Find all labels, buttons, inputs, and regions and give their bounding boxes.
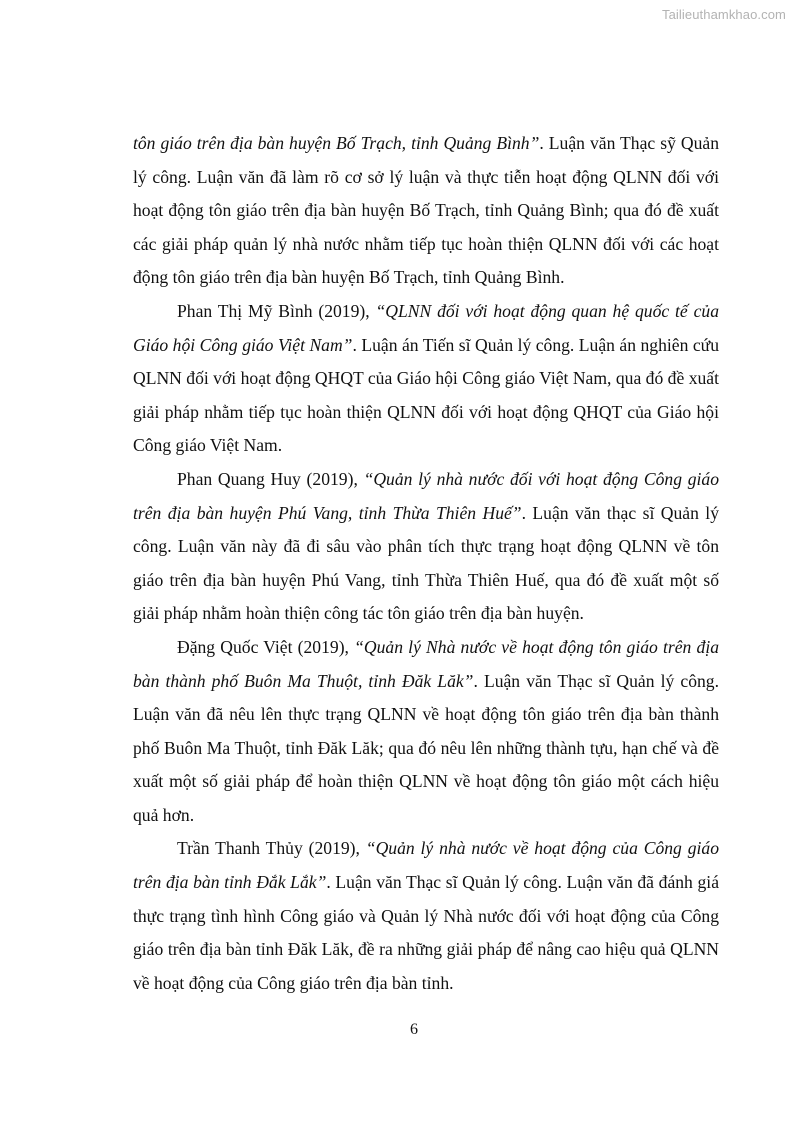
reference-paragraph [133, 463, 719, 631]
document-body [133, 127, 719, 1000]
reference-author: Phan Thị Mỹ Bình (2019), [177, 300, 376, 321]
watermark-text: Tailieuthamkhao.com [661, 7, 786, 22]
reference-description: . Luận văn Thạc sĩ Quản lý công. Luận văn đã nêu lên thực trạng QLNN về hoạt động tôn giáo trên địa bàn thành phố Buôn Ma Thuột, tỉnh Đăk Lăk; qua đó nêu lên những thành tựu, hạn chế và đề xuất một số giải pháp để hoàn thiện QLNN về hoạt động tôn giáo một cách hiệu quả hơn. [133, 670, 719, 825]
reference-title: “Quản lý nhà nước về hoạt động của Công giáo trên địa bàn tỉnh Đắk Lắk” [133, 838, 719, 893]
reference-paragraph [133, 832, 719, 1000]
reference-title: tôn giáo trên địa bàn huyện Bố Trạch, tỉnh Quảng Bình” [133, 133, 540, 153]
reference-author: Đặng Quốc Việt (2019), [177, 636, 355, 657]
paragraph-continuation [133, 127, 719, 295]
reference-description: . Luận văn Thạc sĩ Quản lý công. Luận văn đã đánh giá thực trạng tình hình Công giáo và Quản lý Nhà nước đối với hoạt động của Công giáo trên địa bàn tỉnh Đăk Lăk, đề ra những giải pháp để nâng cao hiệu quả QLNN về hoạt động của Công giáo trên địa bàn tỉnh. [133, 872, 720, 993]
reference-description: . Luận văn Thạc sỹ Quản lý công. Luận văn đã làm rõ cơ sở lý luận và thực tiễn hoạt động QLNN đối với hoạt động tôn giáo trên địa bàn huyện Bố Trạch, tỉnh Quảng Bình; qua đó đề xuất các giải pháp quản lý nhà nước nhằm tiếp tục hoàn thiện QLNN đối với các hoạt động tôn giáo trên địa bàn huyện Bố Trạch, tỉnh Quảng Bình. [133, 133, 719, 288]
reference-title: “QLNN đối với hoạt động quan hệ quốc tế của Giáo hội Công giáo Việt Nam” [133, 300, 719, 355]
reference-author: Phan Quang Huy (2019), [177, 468, 364, 489]
reference-title: “Quản lý nhà nước đối với hoạt động Công giáo trên địa bàn huyện Phú Vang, tỉnh Thừa Thiên Huế” [133, 468, 719, 523]
reference-paragraph [133, 631, 719, 833]
page-number: 6 [410, 1021, 418, 1038]
reference-description: . Luận văn thạc sĩ Quản lý công. Luận văn này đã đi sâu vào phân tích thực trạng hoạt động QLNN về tôn giáo trên địa bàn huyện Phú Vang, tỉnh Thừa Thiên Huế, qua đó đề xuất một số giải pháp nhằm hoàn thiện công tác tôn giáo trên địa bàn huyện. [133, 502, 719, 624]
reference-paragraph [133, 295, 719, 463]
reference-description: . Luận án Tiến sĩ Quản lý công. Luận án nghiên cứu QLNN đối với hoạt động QHQT của Giáo hội Công giáo Việt Nam, qua đó đề xuất giải pháp nhằm tiếp tục hoàn thiện QLNN đối với hoạt động QHQT của Giáo hội Công giáo Việt Nam. [133, 334, 719, 456]
reference-author: Trần Thanh Thủy (2019), [177, 838, 366, 859]
reference-title: “Quản lý Nhà nước về hoạt động tôn giáo trên địa bàn thành phố Buôn Ma Thuột, tỉnh Đăk Lăk” [133, 636, 719, 691]
